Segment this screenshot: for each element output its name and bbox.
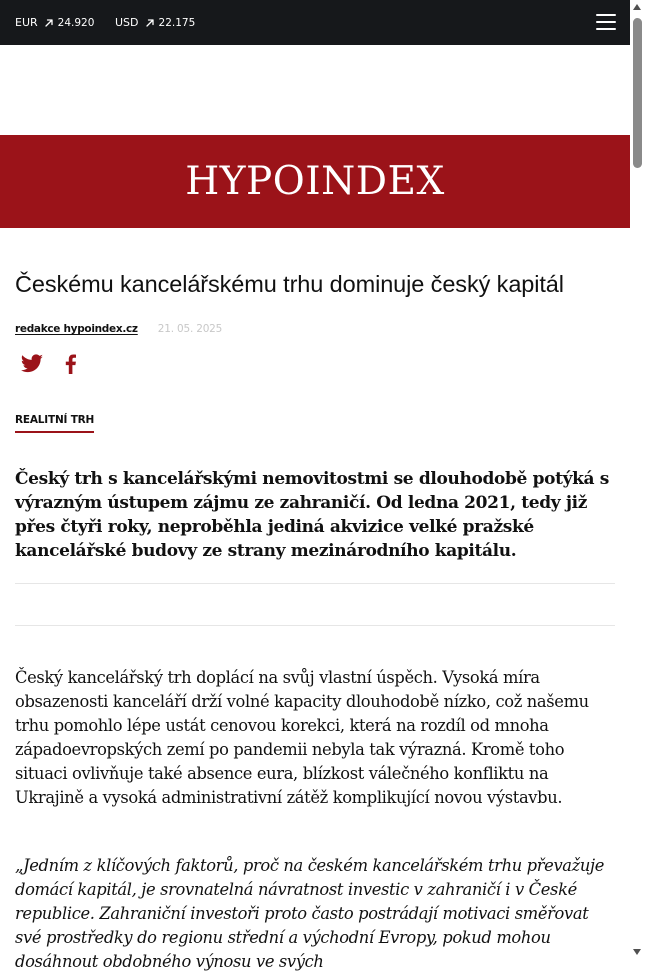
eur-rate-value: 24.920	[57, 16, 95, 29]
twitter-icon[interactable]	[20, 352, 46, 378]
usd-currency-label: USD	[115, 16, 139, 29]
article-paragraph: Český kancelářský trh doplácí na svůj vlastní úspěch. Vysoká míra obsazenosti kanceláří drží volné kapacity dlouhodobě nízko, což našemu trhu pomohlo lépe ustát cenovou korekci, která na rozdíl od mnoha západoevropských zemí po pandemii nebyla tak výrazná. Kromě toho situaci ovlivňuje také absence eura, blízkost válečného konfliktu na Ukrajině a vysoká administrativní zátěž komplikující novou výstavbu.	[15, 668, 589, 807]
divider	[15, 583, 615, 584]
scroll-up-arrow-icon[interactable]	[633, 4, 641, 10]
article-title: Českému kancelářskému trhu dominuje český kapitál	[15, 271, 564, 297]
hamburger-menu-icon[interactable]	[596, 14, 616, 30]
site-logo[interactable]: HYPOINDEX	[185, 159, 445, 204]
author-link[interactable]: redakce hypoindex.cz	[15, 323, 138, 335]
usd-rate-value: 22.175	[158, 16, 196, 29]
ad-placeholder	[0, 45, 630, 135]
page-scrollbar[interactable]	[630, 0, 645, 961]
article-byline	[15, 320, 222, 338]
publish-date: 21. 05. 2025	[157, 323, 223, 335]
brand-banner	[0, 135, 630, 228]
eur-rate	[15, 0, 94, 45]
arrow-up-right-icon	[44, 18, 54, 28]
arrow-up-right-icon	[145, 18, 155, 28]
article-lead: Český trh s kancelářskými nemovitostmi se dlouhodobě potýká s výrazným ústupem zájmu ze zahraničí. Od ledna 2021, tedy již přes čtyři roky, neproběhla jediná akvizice velké pražské kancelářské budovy ze strany mezinárodního kapitálu.	[15, 469, 610, 561]
scroll-down-arrow-icon[interactable]	[633, 949, 641, 955]
eur-currency-label: EUR	[15, 16, 38, 29]
currency-ticker-bar	[0, 0, 630, 45]
scrollbar-thumb[interactable]	[633, 18, 642, 168]
divider	[15, 625, 615, 626]
article-quote: „Jedním z klíčových faktorů, proč na českém kancelářském trhu převažuje domácí kapitál, je srovnatelná návratnost investic v zahraničí i v České republice. Zahraniční investoři proto často postrádají motivaci směřovat své prostředky do regionu střední a východní Evropy, pokud mohou dosáhnout obdobného výnosu ve svých	[15, 856, 605, 971]
facebook-icon[interactable]	[59, 352, 85, 378]
usd-rate	[115, 0, 195, 45]
category-link[interactable]: REALITNÍ TRH	[15, 414, 94, 433]
